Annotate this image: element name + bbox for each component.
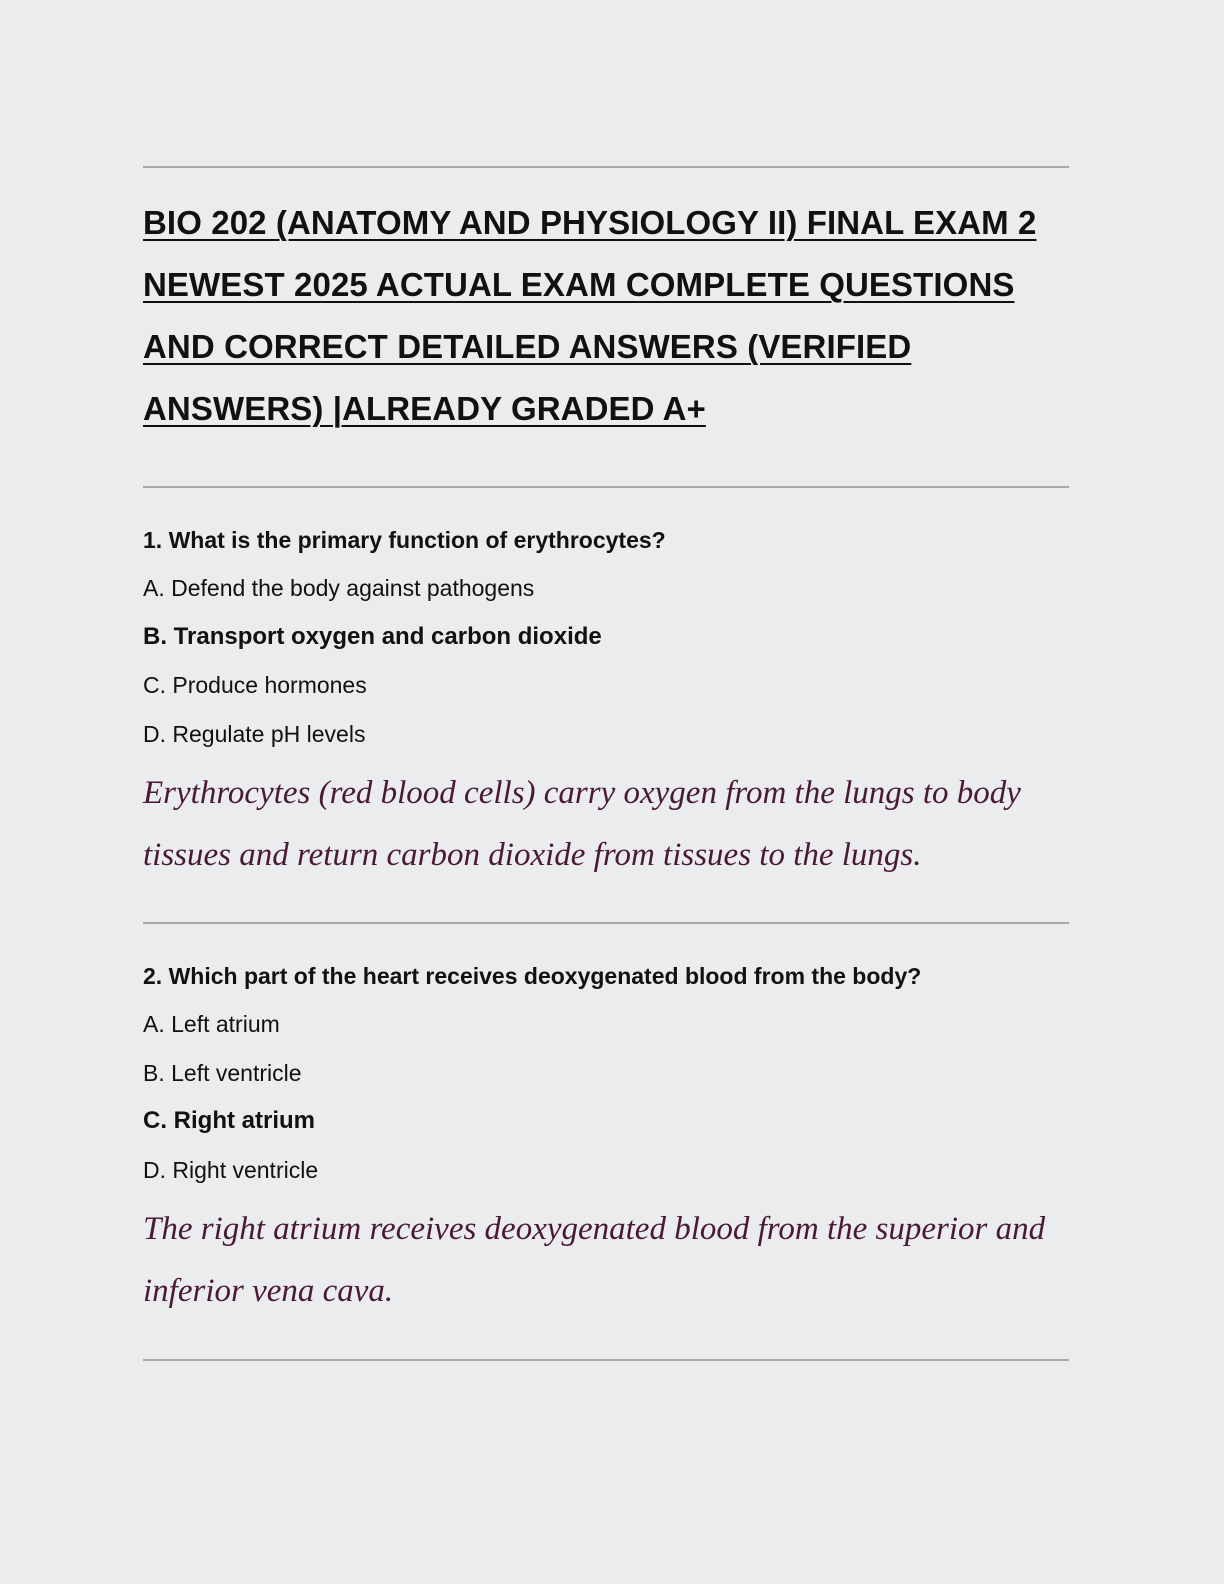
answer-explanation: Erythrocytes (red blood cells) carry oxygen from the lungs to body tissues and return carbon dioxide from tissues to the lungs.: [143, 775, 1021, 873]
document-title: BIO 202 (ANATOMY AND PHYSIOLOGY II) FINAL EXAM 2 NEWEST 2025 ACTUAL EXAM COMPLETE QUESTIONS AND CORRECT DETAILED ANSWERS (VERIFIED ANSWERS) |ALREADY GRADED A+: [143, 204, 1037, 427]
option-d: D. Right ventricle: [143, 1156, 319, 1183]
option-c-correct: C. Right atrium: [143, 1107, 315, 1134]
question-block-2: [143, 952, 1083, 1322]
top-divider: [143, 166, 1069, 168]
question-block-1: [143, 516, 1083, 886]
question-text: 1. What is the primary function of erythrocytes?: [143, 527, 666, 553]
divider-after-title: [143, 486, 1069, 488]
option-a: A. Left atrium: [143, 1011, 280, 1037]
option-b: B. Left ventricle: [143, 1059, 302, 1086]
option-d: D. Regulate pH levels: [143, 720, 366, 747]
question-text: 2. Which part of the heart receives deoxygenated blood from the body?: [143, 963, 922, 989]
option-b-correct: B. Transport oxygen and carbon dioxide: [143, 622, 602, 650]
option-a: A. Defend the body against pathogens: [143, 575, 535, 601]
divider-after-question-1: [143, 922, 1069, 924]
answer-explanation: The right atrium receives deoxygenated blood from the superior and inferior vena cava.: [143, 1211, 1046, 1309]
bottom-divider: [143, 1359, 1069, 1361]
option-c: C. Produce hormones: [143, 672, 367, 698]
